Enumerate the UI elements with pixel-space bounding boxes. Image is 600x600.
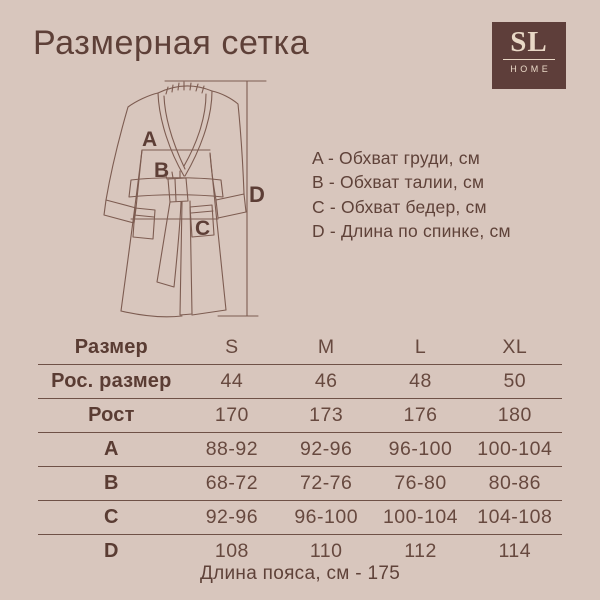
- cell: 114: [498, 540, 532, 562]
- page-title: Размерная сетка: [33, 24, 310, 62]
- brand-logo-subtext: HOME: [510, 64, 552, 74]
- cell: 180: [497, 404, 532, 426]
- robe-outline: [104, 82, 246, 317]
- row-label: Рос. размер: [51, 370, 172, 392]
- cell: 88-92: [205, 438, 259, 460]
- cell: 96-100: [388, 438, 453, 460]
- cell: 108: [214, 540, 249, 562]
- legend-item-d: D - Длина по спинке, см: [312, 220, 511, 241]
- cell: 50: [503, 370, 527, 392]
- legend-item-c: C - Обхват бедер, см: [312, 196, 487, 217]
- robe-diagram: [98, 76, 273, 321]
- table-row-c: [38, 501, 562, 535]
- col-header-m: M: [317, 336, 335, 358]
- cell: 176: [403, 404, 438, 426]
- cell: 173: [309, 404, 344, 426]
- cell: 92-96: [205, 506, 259, 528]
- cell: 170: [214, 404, 249, 426]
- row-label: B: [104, 472, 119, 494]
- cell: 68-72: [205, 472, 259, 494]
- table-row-a: [38, 433, 562, 467]
- cell: 112: [404, 540, 437, 562]
- cell: 104-108: [477, 506, 553, 528]
- cell: 72-76: [300, 472, 353, 494]
- table-row-height: [38, 399, 562, 433]
- letter-b: B: [154, 159, 170, 182]
- table-header-row: [38, 331, 562, 365]
- letter-a: A: [142, 128, 158, 151]
- cell: 48: [409, 370, 432, 392]
- cell: 96-100: [294, 506, 359, 528]
- cell: 92-96: [300, 438, 353, 460]
- cell: 44: [220, 370, 244, 392]
- table-row-ru-size: [38, 365, 562, 399]
- row-label: C: [104, 506, 119, 528]
- cell: 76-80: [394, 472, 447, 494]
- measurement-legend: [312, 146, 511, 243]
- table-row-b: [38, 467, 562, 501]
- col-header-s: S: [225, 336, 239, 358]
- cell: 110: [309, 540, 343, 562]
- legend-item-b: B - Обхват талии, см: [312, 172, 485, 193]
- logo-divider: [503, 59, 555, 60]
- row-label: A: [104, 438, 119, 460]
- size-table: [38, 331, 562, 568]
- brand-logo: [492, 22, 566, 89]
- col-header-xl: XL: [502, 336, 528, 358]
- col-header-size: Размер: [74, 336, 148, 358]
- letter-d: D: [249, 182, 265, 207]
- cell: 100-104: [382, 506, 459, 528]
- cell: 80-86: [488, 472, 541, 494]
- legend-item-a: A - Обхват груди, см: [312, 148, 480, 168]
- brand-logo-name: SL: [510, 26, 548, 58]
- letter-c: C: [195, 217, 211, 240]
- belt-length-note: Длина пояса, см - 175: [199, 563, 401, 584]
- row-label: D: [104, 540, 119, 562]
- cell: 100-104: [477, 438, 553, 460]
- row-label: Рост: [88, 404, 135, 426]
- col-header-l: L: [414, 336, 427, 358]
- cell: 46: [314, 370, 338, 392]
